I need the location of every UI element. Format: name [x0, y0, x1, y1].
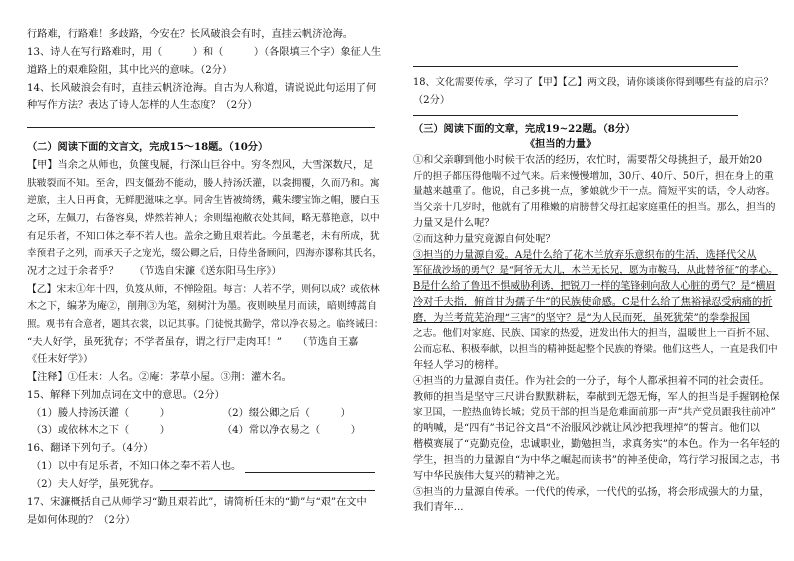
article-line: ④担当的力量源自责任。作为社会的一分子，每个人都承担着不同的社会责任。	[413, 376, 770, 387]
article-line: B是什么给了鲁迅不惧威胁利诱，把锐刀一样的笔锋刺向敌人心脏的勇气？是“横眉	[413, 281, 776, 292]
poem-line: 行路难，行路难！多歧路，今安在？长风破浪会有时，直挂云帆济沧海。	[27, 29, 353, 40]
answer-line	[160, 490, 375, 491]
question-13: 13、诗人在写行路难时，用（ ）和（ ）（各限填三个字）象征人生	[27, 47, 382, 58]
article-line: 冷对千夫指，俯首甘为孺子牛”的民族使命感。C是什么给了焦裕禄忍受病痛的折	[413, 297, 773, 308]
article-line: ②而这种力量究竟源自何处呢？	[413, 234, 556, 245]
article-line: 军征战沙场的勇气？是“阿爷无大儿，木兰无长兄，愿为市鞍马，从此替爷征”的孝心。	[413, 265, 778, 276]
article-line: ①和父亲聊到他小时候干农活的经历，农忙时，需要帮父母挑担子，最开始20	[413, 155, 763, 166]
question-13-cont: 道路上的艰难险阻，其中比兴的意味。（2分）	[27, 65, 233, 76]
question-14: 14、长风破浪会有时，直挂云帆济沧海。自古为人称道，请说说此句运用了何	[27, 83, 377, 94]
question-15: 15、解释下列加点词在文中的意思。（2分）	[27, 390, 225, 401]
q16-item-1: （1）以中有足乐者，不知口体之奉不若人也。	[31, 461, 242, 472]
article-line: 教师的担当是坚守三尺讲台默默耕耘，奉献到无怨无悔，军人的担当是手握钢枪保	[413, 392, 780, 403]
passage-yi-line: 【乙】宋末①年十四，负笈从师，不惮险阻。每言：人若不学，则何以成？或依林	[27, 284, 380, 295]
answer-line	[245, 472, 375, 473]
article-line: ③担当的力量源自爱。A是什么给了花木兰放弃乐意织布的生活，选择代父从	[413, 250, 757, 261]
article-line: 量越来越重了。他说，自己多挑一点，爹娘就少干一点。简短平实的话，令人动容。	[413, 186, 776, 197]
answer-line	[413, 66, 738, 67]
article-line: 之志。他们对家庭、民族、国家的热爱，迸发出伟大的担当，温暖世上一百折不屈、	[413, 328, 776, 339]
passage-yi-line: 照。观书有合意者，题其衣裳，以记其事。门徒悦其勤学，常以净衣易之。临终诫曰：	[27, 319, 384, 330]
article-line: 斤的担子都压得他喘不过气来。后来慢慢增加，30斤、40斤、50斤，担在身上的重	[413, 171, 774, 182]
article-line: 公而忘私、积极奉献，以担当的精神挺起整个民族的脊梁。他们这些人，一直是我们中	[413, 344, 778, 355]
article-line: 家卫国，一腔热血铸长城；党员干部的担当是危难面前那一声“共产党员跟我往前冲”	[413, 407, 776, 418]
question-17: 17、宋濂概括自己从师学习“勤且艰若此”，请简析任末的“勤”与“艰”在文中	[27, 497, 367, 508]
q15-item-4: （4）常以净衣易之（ ）	[222, 425, 361, 436]
section-2-heading: （二）阅读下面的文言文，完成15～18题。（10分）	[27, 141, 269, 153]
article-title: 《担当的力量》	[525, 138, 597, 150]
q15-item-3: （3）或依林木之下（ ）	[31, 425, 170, 436]
article-line: 当父亲十几岁时，他就有了用稚嫩的肩膀替父母扛起家庭重任的担当。那么，担当的	[413, 202, 776, 213]
article-line: 写中华民族伟大复兴的精神之光。	[413, 471, 566, 482]
q16-item-2: （2）夫人好学，虽死犹存。	[31, 479, 160, 490]
article-line: 楷模赛展了“克勤克俭，忠诚职业，勤勉担当，求真务实”的本色。作为一名年轻的	[413, 439, 780, 450]
question-18-cont: （2分）	[413, 95, 451, 106]
passage-jia-line: 有足乐者，不知口体之奉不若人也。盖余之勤且艰若此。今虽耄老，未有所成，犹	[27, 231, 380, 242]
article-line: 我们青年...	[413, 502, 464, 513]
passage-jia-line: 之环，左佩刀，右备容臭，烨然若神人；余则缊袍敝衣处其间，略无慕艳意，以中	[27, 213, 380, 224]
annotation: 【注释】①任末：人名。②庵：茅草小屋。③荆：灌木名。	[27, 372, 292, 383]
passage-jia-line: 逆旅，主人日再食，无鲜肥滋味之享。同舍生皆被绮绣，戴朱缨宝饰之帽，腰白玉	[27, 195, 380, 206]
passage-yi-source: 《任末好学》）	[27, 354, 94, 365]
question-16: 16、翻译下列句子。（4分）	[27, 443, 154, 454]
article-line: ⑤担当的力量源自传承。一代代的传承，一代代的弘扬，将会形成强大的力量，	[413, 487, 770, 498]
answer-line	[27, 127, 375, 128]
question-17-cont: 是如何体现的？（2分）	[27, 515, 136, 526]
section-3-heading: （三）阅读下面的文章，完成19~22题。（8分）	[413, 123, 636, 135]
answer-line	[413, 115, 738, 116]
article-line: 学生，担当的力量源自“为中华之崛起而读书”的神圣使命，笃行学习报国之志，书	[413, 455, 780, 466]
passage-jia-line: 幸预君子之列，而承天子之宠光，缀公卿之后，日侍坐备顾问，四海亦谬称其氏名，	[27, 248, 382, 259]
passage-yi-line: “夫人好学，虽死犹存；不学者虽存，谓之行尸走肉耳！” （节选自王嘉	[27, 337, 359, 348]
question-18: 18、文化需要传承，学习了【甲】【乙】两文段，请你谈谈你得到哪些有益的启示？	[413, 77, 774, 88]
article-line: 的呐喊，是“四有”书记谷文昌“不治服风沙就让风沙把我埋掉”的誓言。他们以	[413, 423, 760, 434]
passage-jia-source: 况才之过于余者乎？ （节选自宋濂《送东阳马生序》）	[27, 266, 282, 277]
q15-item-1: （1）媵人持汤沃灌（ ）	[31, 408, 170, 419]
passage-jia-line: 【甲】当余之从师也，负箧曳屣，行深山巨谷中。穷冬烈风，大雪深数尺，足	[27, 160, 374, 171]
article-line: 力量又是什么呢？	[413, 218, 495, 229]
article-line: 年轻人学习的榜样。	[413, 360, 505, 371]
passage-yi-line: 木之下，编茅为庵②，削荆③为笔，刻树汁为墨。夜则映星月而读，暗则缚蒿自	[27, 301, 377, 312]
q15-item-2: （2）缀公卿之后（ ）	[222, 408, 351, 419]
passage-jia-line: 肤皲裂而不知。至舍，四支僵劲不能动，媵人持汤沃灌，以衾拥覆，久而乃和。寓	[27, 178, 380, 189]
question-14-cont: 种写作方法？表达了诗人怎样的人生态度？（2分）	[27, 100, 258, 111]
article-line: 磨，为兰考荒芜治理“三害”的坚守？是“为人民而死，虽死犹荣”的拳拳报国	[413, 313, 750, 324]
